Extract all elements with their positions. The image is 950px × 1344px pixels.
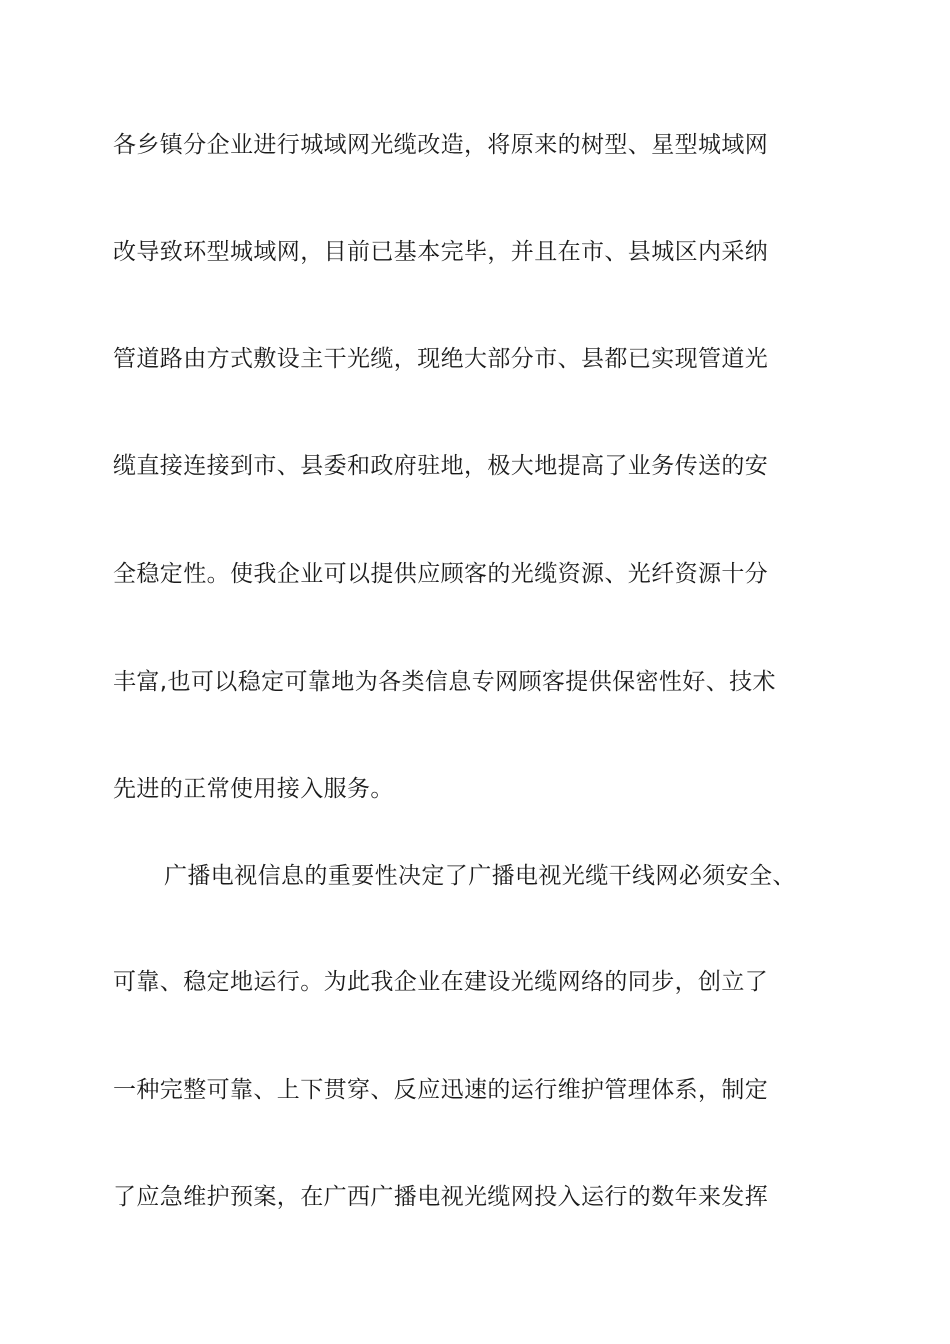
text-line: 丰富,也可以稳定可靠地为各类信息专网顾客提供保密性好、技术 bbox=[113, 669, 776, 695]
text-line: 了应急维护预案，在广西广播电视光缆网投入运行的数年来发挥 bbox=[113, 1184, 769, 1210]
text-line: 管道路由方式敷设主干光缆，现绝大部分市、县都已实现管道光 bbox=[113, 346, 769, 372]
text-line: 改导致环型城域网，目前已基本完毕，并且在市、县城区内采纳 bbox=[113, 239, 769, 265]
text-line: 缆直接连接到市、县委和政府驻地，极大地提高了业务传送的安 bbox=[113, 453, 769, 479]
text-line: 各乡镇分企业进行城域网光缆改造，将原来的树型、星型城域网 bbox=[113, 132, 769, 158]
text-line: 一种完整可靠、上下贯穿、反应迅速的运行维护管理体系，制定 bbox=[113, 1077, 769, 1103]
text-line: 可靠、稳定地运行。为此我企业在建设光缆网络的同步，创立了 bbox=[113, 969, 769, 995]
text-line: 全稳定性。使我企业可以提供应顾客的光缆资源、光纤资源十分 bbox=[113, 561, 769, 587]
text-line: 先进的正常使用接入服务。 bbox=[113, 776, 394, 802]
text-line: 广播电视信息的重要性决定了广播电视光缆干线网必须安全、 bbox=[164, 863, 796, 889]
